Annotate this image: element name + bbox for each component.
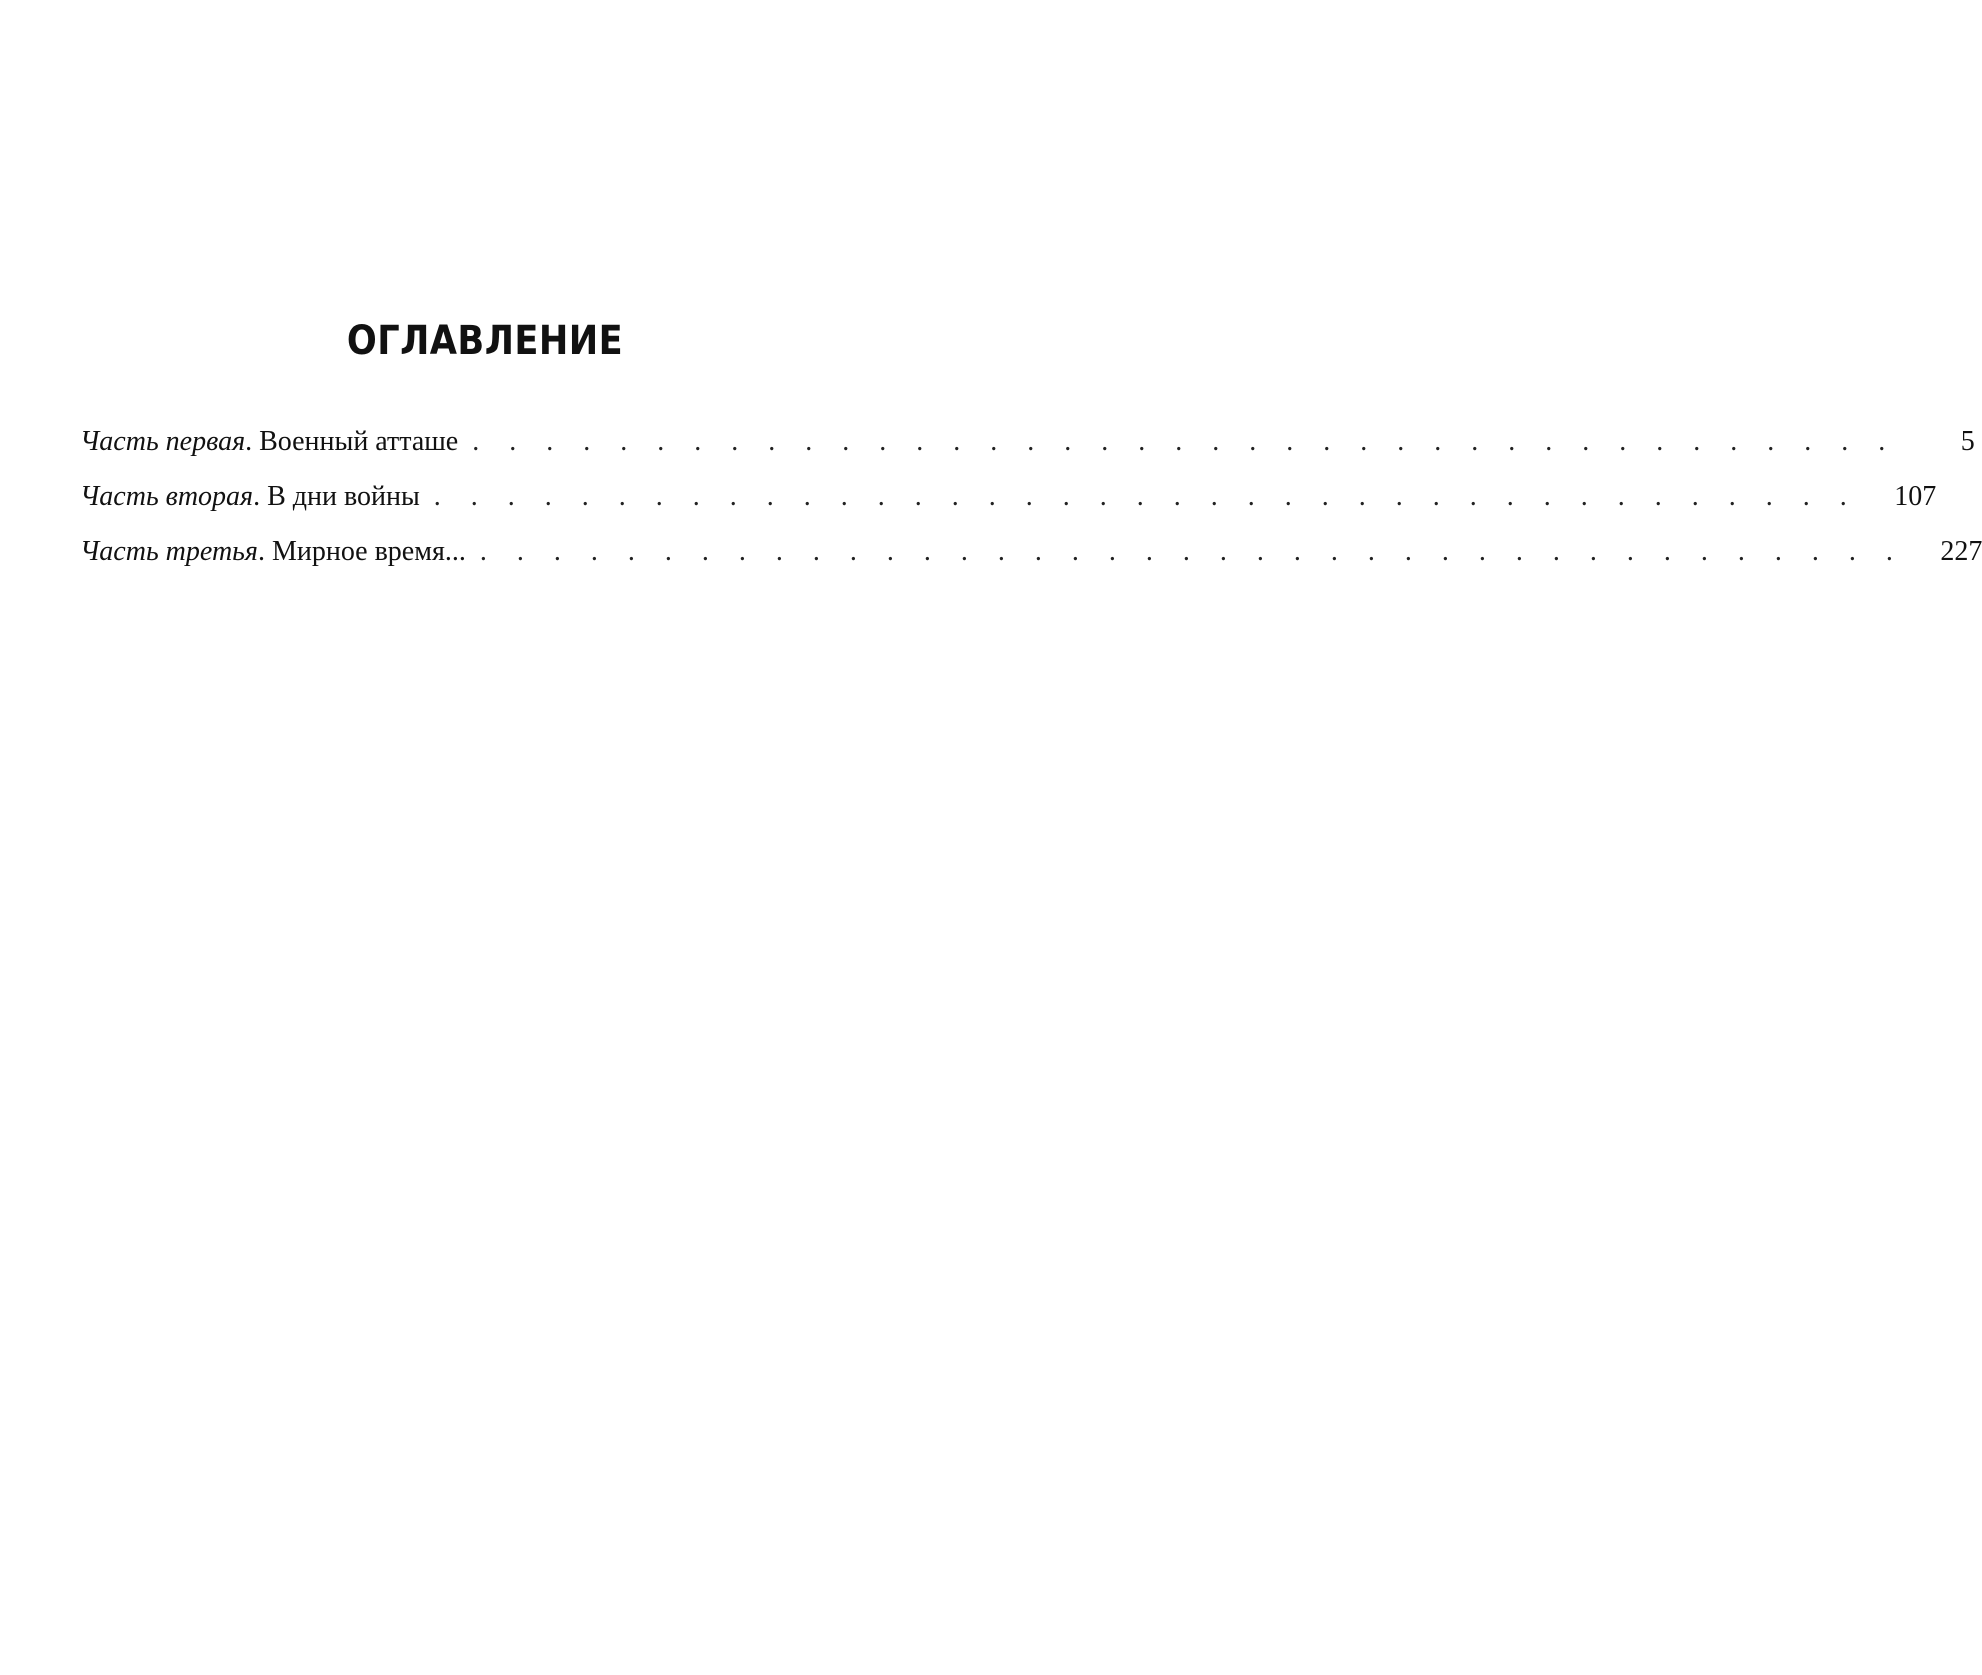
toc-part-label: Часть первая (80, 426, 246, 457)
toc-page-number: 107 (1894, 481, 1937, 512)
table-of-contents (80, 425, 1982, 590)
toc-dot-leader: . . . . . . . . . . . . . . . . . . . . . . . . . . . . . . . . . . . . . . . (472, 426, 1897, 457)
toc-part-label: Часть третья (80, 536, 258, 567)
toc-chapter-title: Мирное время... (271, 536, 466, 567)
toc-chapter-title: Военный атташе (259, 426, 459, 457)
toc-dot-leader: . . . . . . . . . . . . . . . . . . . . . . . . . . . . . . . . . . . . . . . (479, 536, 1905, 567)
toc-entry[interactable] (80, 425, 1975, 480)
toc-dot-leader: . . . . . . . . . . . . . . . . . . . . . . . . . . . . . . . . . . . . . . . (433, 481, 1859, 512)
toc-entry[interactable] (80, 535, 1982, 590)
toc-part-label: Часть вторая (80, 481, 254, 512)
toc-separator: . (257, 536, 272, 567)
toc-entry[interactable] (80, 480, 1937, 535)
toc-page-number: 227 (1940, 536, 1982, 567)
toc-separator: . (253, 481, 268, 512)
toc-chapter-title: В дни войны (267, 481, 420, 512)
page-title: ОГЛАВЛЕНИЕ (346, 318, 624, 364)
toc-page-number: 5 (1960, 426, 1975, 457)
toc-separator: . (245, 426, 260, 457)
